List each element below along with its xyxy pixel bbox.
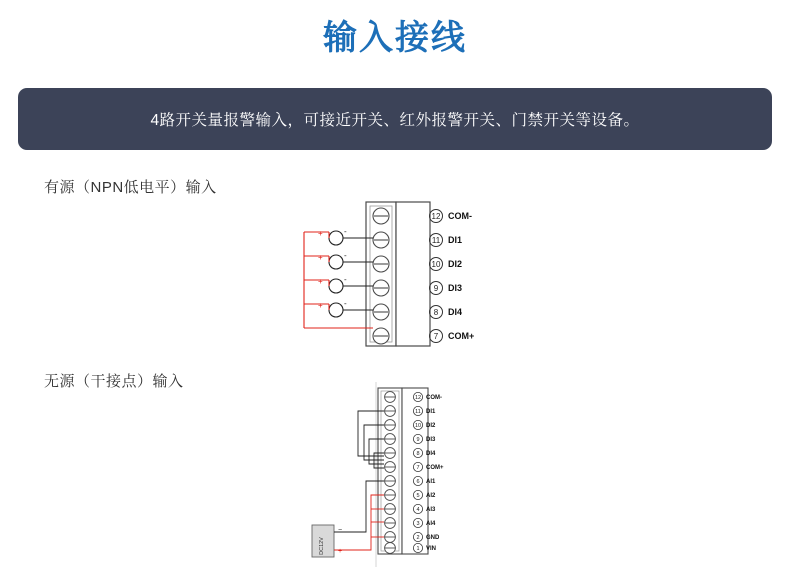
terminal-number: 1 — [416, 546, 420, 552]
terminal-number: 9 — [433, 284, 439, 293]
terminal-name: DI1 — [426, 409, 436, 415]
terminal-number: 12 — [414, 395, 422, 401]
polarity-minus: - — [344, 251, 347, 260]
terminal-number: 11 — [431, 236, 441, 245]
terminal-number: 9 — [416, 437, 420, 443]
terminal-name: DI4 — [426, 451, 436, 457]
terminal-name: COM+ — [426, 465, 444, 471]
terminal-name: GND — [426, 535, 440, 541]
terminal-number: 3 — [416, 521, 420, 527]
banner-text: 4路开关量报警输入，可接近开关、红外报警开关、门禁开关等设备。 — [150, 112, 640, 129]
terminal-number: 11 — [415, 409, 421, 415]
terminal-number: 10 — [431, 260, 441, 269]
terminal-name: VIN — [426, 546, 437, 552]
terminal-number: 7 — [416, 465, 420, 471]
terminal-name: AI2 — [426, 493, 436, 499]
polarity-plus: + — [318, 277, 323, 286]
polarity-plus: + — [318, 301, 323, 310]
npn-low-level-input-diagram — [296, 198, 506, 358]
terminal-number: 6 — [416, 479, 420, 485]
power-minus: − — [338, 527, 343, 534]
power-supply-label: DC12V — [319, 537, 325, 555]
polarity-plus: + — [318, 253, 323, 262]
terminal-name: DI2 — [448, 259, 463, 269]
terminal-number: 10 — [414, 423, 422, 429]
terminal-name: AI3 — [426, 507, 436, 513]
terminal-name: AI4 — [426, 521, 436, 527]
section-label-npn: 有源（NPN低电平）输入 — [44, 179, 217, 196]
terminal-name: COM+ — [448, 331, 475, 341]
power-plus: + — [338, 548, 343, 555]
banner — [18, 88, 772, 150]
polarity-plus: + — [318, 229, 323, 238]
terminal-name: DI3 — [426, 437, 436, 443]
terminal-number: 4 — [416, 507, 420, 513]
terminal-number: 5 — [416, 493, 420, 499]
terminal-number: 8 — [416, 451, 420, 457]
terminal-number: 2 — [416, 535, 420, 541]
terminal-name: DI3 — [448, 283, 463, 293]
terminal-name: DI4 — [448, 307, 463, 317]
terminal-name: DI2 — [426, 423, 436, 429]
terminal-number: 12 — [431, 212, 441, 221]
section-label-dry-contact: 无源（干接点）输入 — [44, 373, 184, 390]
terminal-name: DI1 — [448, 235, 463, 245]
polarity-minus: - — [344, 275, 347, 284]
polarity-minus: - — [344, 227, 347, 236]
terminal-number: 8 — [433, 308, 439, 317]
terminal-name: AI1 — [426, 479, 436, 485]
terminal-name: COM- — [448, 211, 472, 221]
page-title: 输入接线 — [323, 19, 467, 57]
dry-contact-input-diagram — [296, 382, 496, 567]
terminal-number: 7 — [433, 332, 439, 341]
polarity-minus: - — [344, 299, 347, 308]
terminal-name: COM- — [426, 395, 442, 401]
